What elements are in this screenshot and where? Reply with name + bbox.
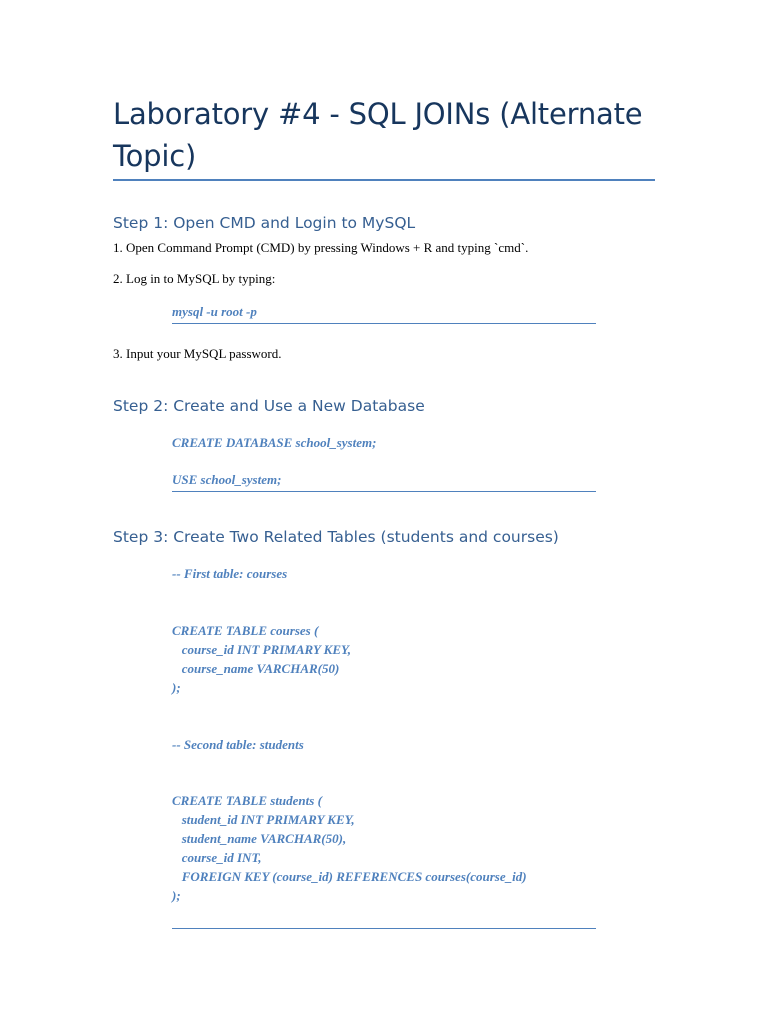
step3-comment-courses: -- First table: courses <box>172 566 288 581</box>
title-underline <box>113 179 655 181</box>
step2-heading: Step 2: Create and Use a New Database <box>113 397 425 415</box>
step1-instruction-2: 2. Log in to MySQL by typing: <box>113 271 276 286</box>
step1-instruction-1: 1. Open Command Prompt (CMD) by pressing Windows + R and typing `cmd`. <box>113 240 529 255</box>
step2-use-database-command: USE school_system; <box>172 472 282 487</box>
step3-code-underline <box>172 928 596 929</box>
step3-heading: Step 3: Create Two Related Tables (students and courses) <box>113 528 559 546</box>
step2-code-underline <box>172 491 596 492</box>
step3-comment-students: -- Second table: students <box>172 737 304 752</box>
step1-code-underline <box>172 323 596 324</box>
step1-instruction-3: 3. Input your MySQL password. <box>113 346 282 361</box>
step1-heading: Step 1: Open CMD and Login to MySQL <box>113 214 416 232</box>
step1-login-command: mysql -u root -p <box>172 304 257 319</box>
step2-create-database-command: CREATE DATABASE school_system; <box>172 435 377 450</box>
step3-create-courses-table: CREATE TABLE courses ( course_id INT PRIMARY KEY, course_name VARCHAR(50) ); <box>172 623 352 695</box>
document-title: Laboratory #4 - SQL JOINs (Alternate Topic) <box>113 97 643 173</box>
step3-create-students-table: CREATE TABLE students ( student_id INT PRIMARY KEY, student_name VARCHAR(50), course_id INT, FOREIGN KEY (course_id) REFERENCES courses(course_id) ); <box>172 793 527 903</box>
